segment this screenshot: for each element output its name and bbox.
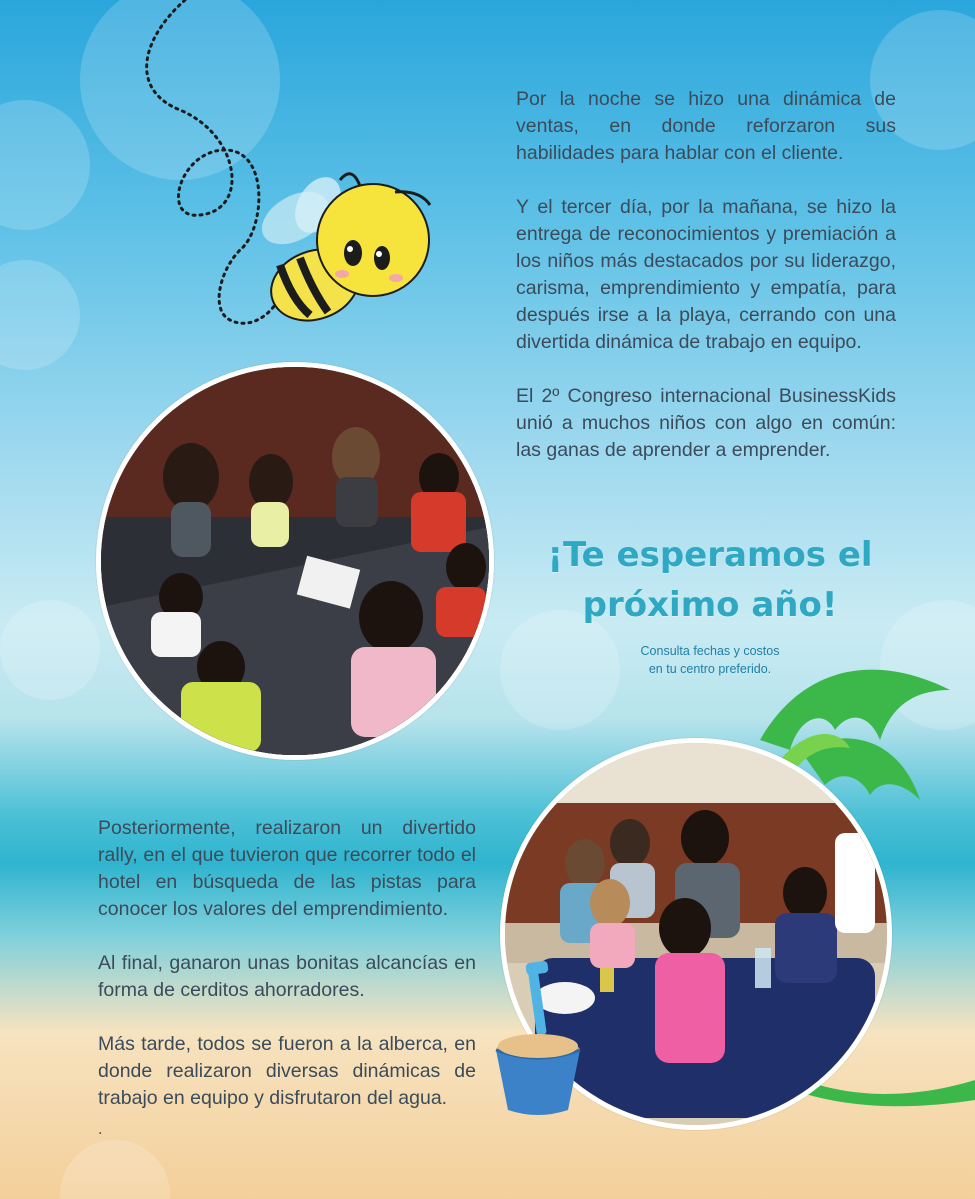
bokeh-light (0, 260, 80, 370)
trailing-period: . (98, 1122, 103, 1138)
cta-sub-line-2: en tu centro preferido. (648, 662, 772, 676)
right-text-column (516, 86, 896, 491)
paragraph: El 2º Congreso internacional BusinessKids unió a muchos niños con algo en común: las ganas de aprender a emprender. (516, 385, 896, 461)
bokeh-light (0, 600, 100, 700)
paragraph: Posteriormente, realizaron un divertido rally, en el que tuvieron que recorrer todo el hotel en búsqueda de las pistas para conocer los valores del emprendimiento. (98, 817, 476, 920)
bokeh-light (60, 1140, 170, 1199)
bokeh-light (0, 100, 90, 230)
paragraph: Al final, ganaron unas bonitas alcancías en forma de cerditos ahorradores. (98, 952, 476, 1001)
left-text-column (98, 815, 476, 1139)
paragraph: Por la noche se hizo una dinámica de ventas, en donde reforzaron sus habilidades para hablar con el cliente. (516, 88, 896, 164)
paragraph: Y el tercer día, por la mañana, se hizo la entrega de reconocimientos y premiación a los niños más destacados por su liderazgo, carisma, emprendimiento y empatía, para después irse a la playa, cerrando con una divertida dinámica de trabajo en equipo. (516, 196, 896, 353)
bee-icon (120, 0, 460, 340)
paragraph: Más tarde, todos se fueron a la alberca, en donde realizaron diversas dinámicas de trabajo en equipo y disfrutaron del agua. (98, 1033, 476, 1109)
kids-circle-photo (96, 362, 494, 760)
cta-headline (540, 530, 880, 630)
cta-sub-line-1: Consulta fechas y costos (640, 644, 780, 658)
cta-line-2: próximo año! (582, 585, 838, 625)
sand-bucket-icon (490, 960, 590, 1120)
cta-line-1: ¡Te esperamos el (547, 535, 873, 575)
